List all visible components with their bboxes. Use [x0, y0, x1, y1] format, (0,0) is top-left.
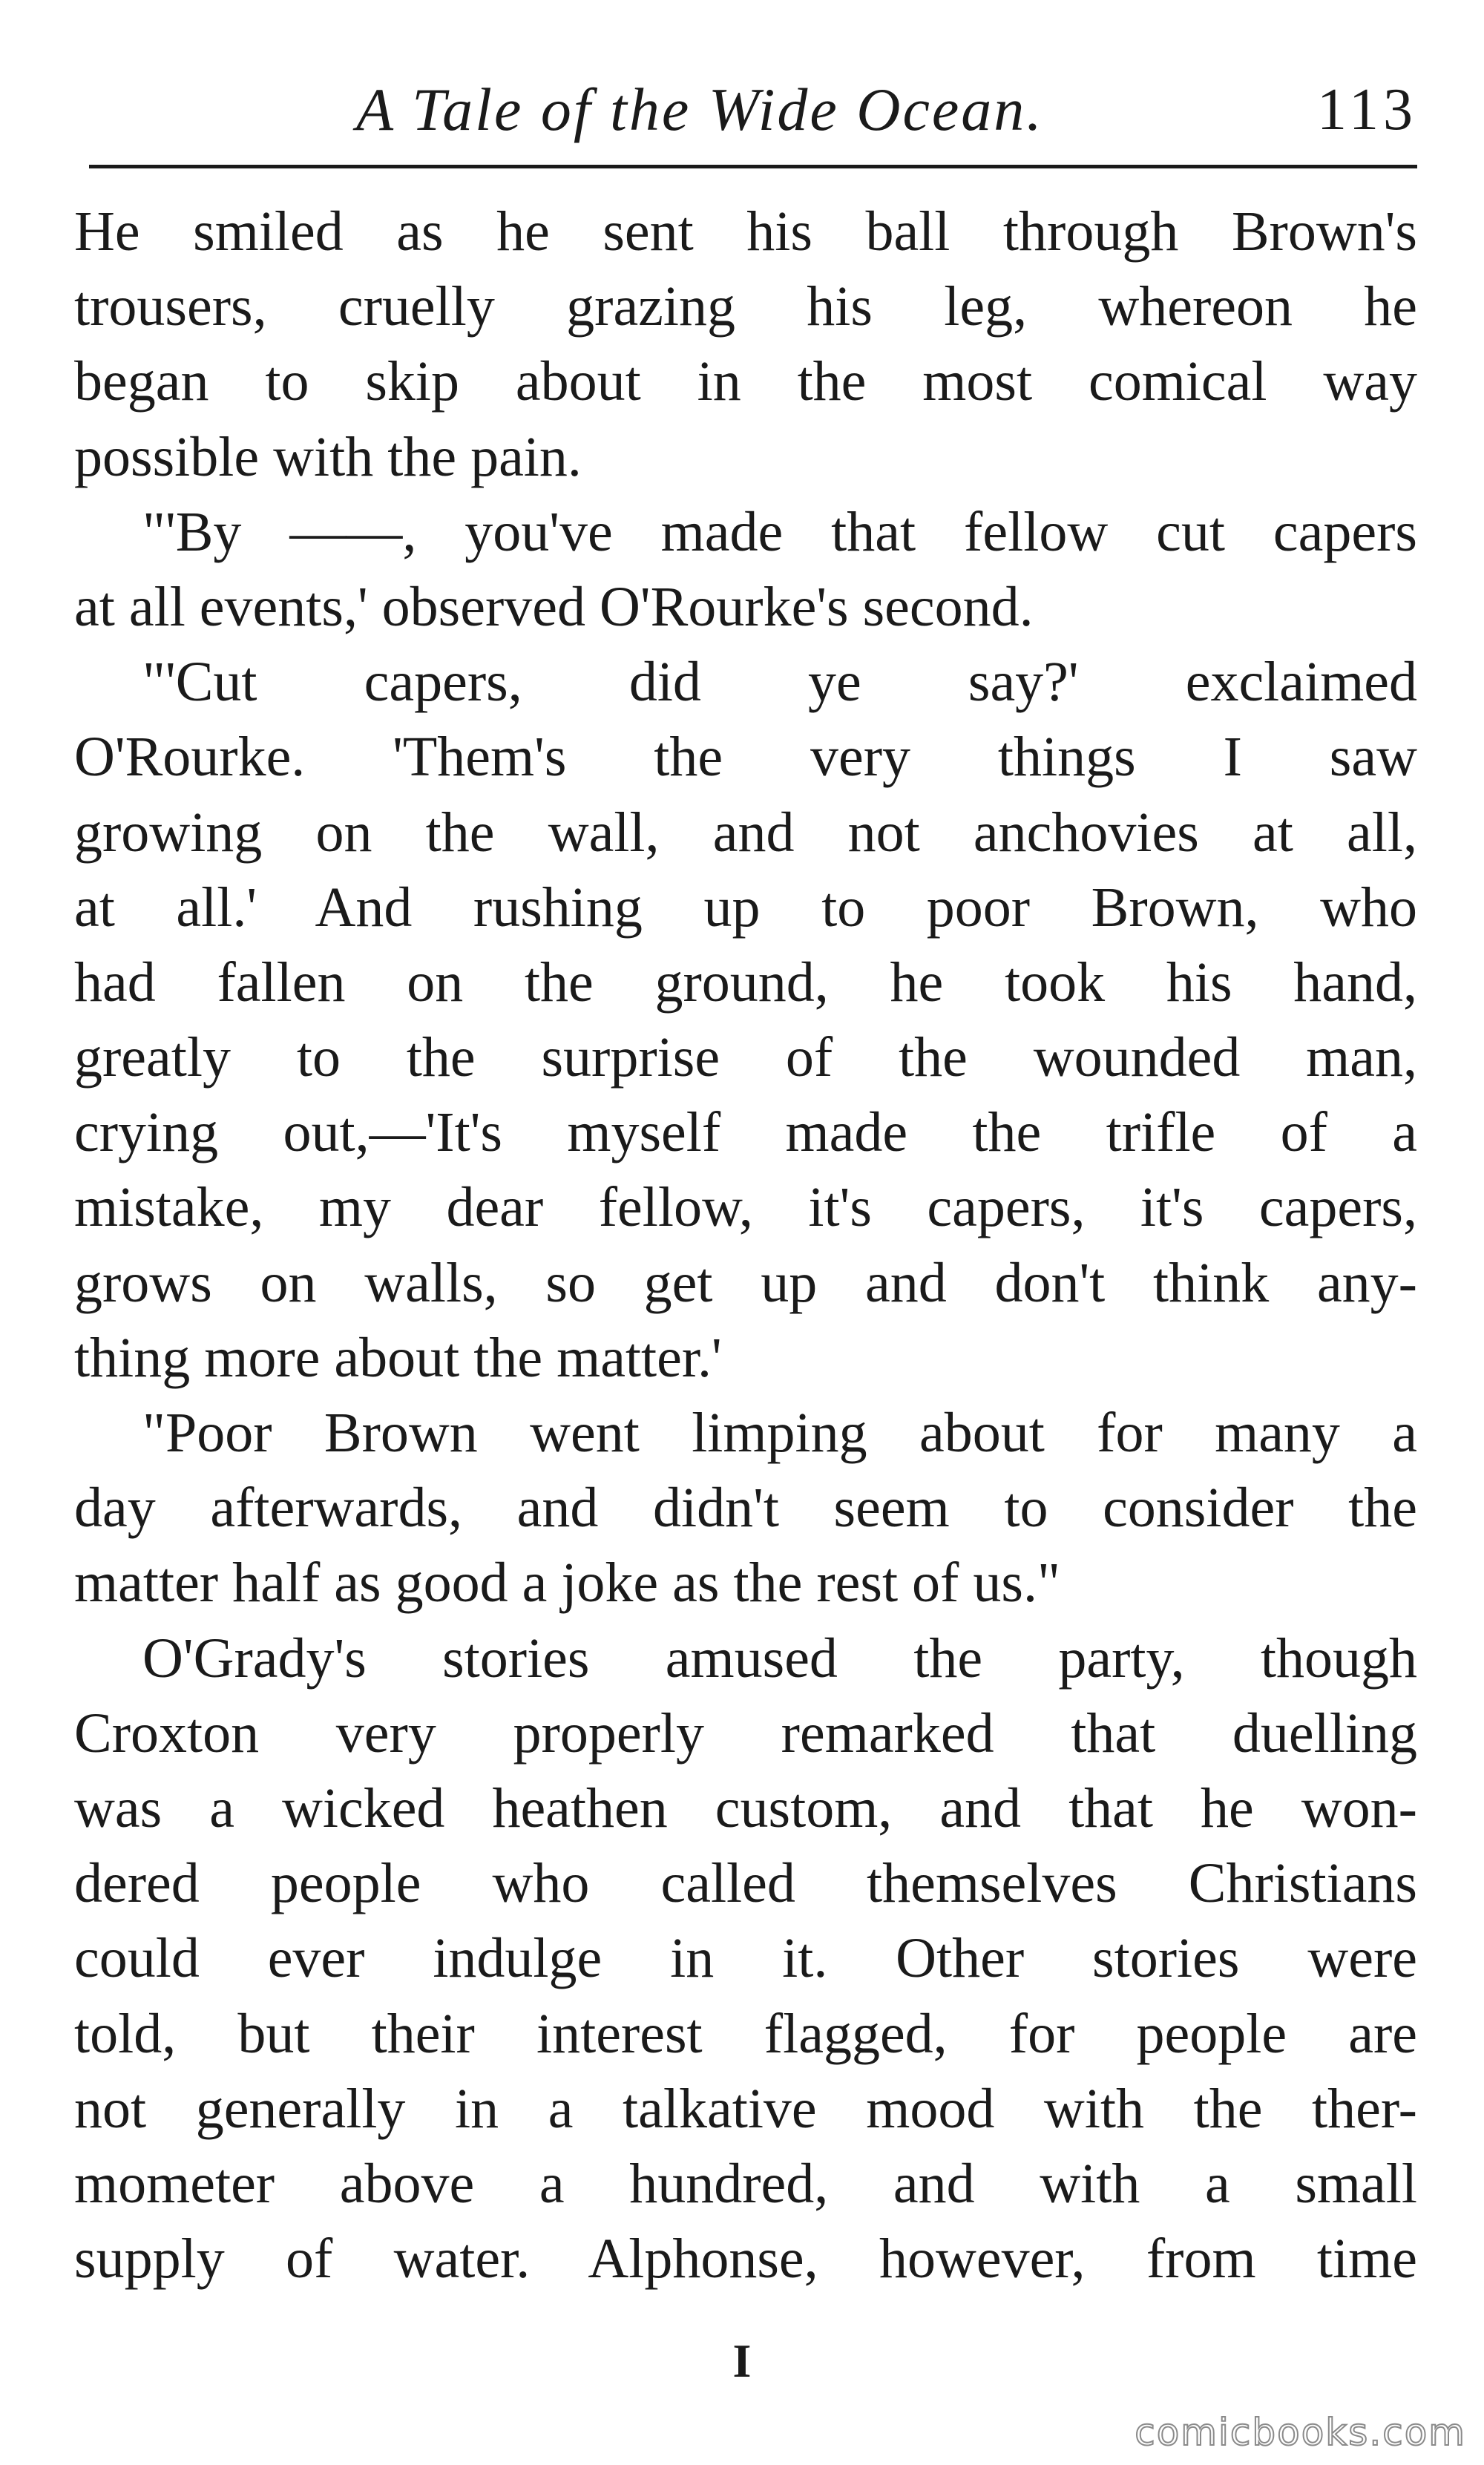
text-line: had fallen on the ground, he took his hand,: [74, 951, 1417, 1014]
text-line: at all.' And rushing up to poor Brown, who: [74, 876, 1417, 939]
text-line: dered people who called themselves Christians: [74, 1852, 1417, 1915]
text-line: "Poor Brown went limping about for many a: [142, 1402, 1417, 1464]
text-line: "'By ——, you've made that fellow cut capers: [142, 500, 1417, 563]
text-line: not generally in a talkative mood with the ther-: [74, 2077, 1417, 2140]
text-line: mometer above a hundred, and with a small: [74, 2152, 1417, 2215]
text-line: at all events,' observed O'Rourke's second.: [74, 575, 1034, 638]
text-line: greatly to the surprise of the wounded man,: [74, 1026, 1417, 1089]
text-line: growing on the wall, and not anchovies at all,: [74, 801, 1417, 864]
text-line: crying out,—'It's myself made the trifle of a: [74, 1101, 1417, 1164]
text-line: possible with the pain.: [74, 425, 582, 488]
text-line: Croxton very properly remarked that duelling: [74, 1701, 1417, 1765]
text-line: could ever indulge in it. Other stories were: [74, 1927, 1417, 1990]
text-line: "'Cut capers, did ye say?' exclaimed: [142, 651, 1417, 714]
text-line: supply of water. Alphonse, however, from time: [74, 2228, 1417, 2291]
signature-mark: I: [732, 2334, 752, 2387]
text-line: grows on walls, so get up and don't think any-: [74, 1251, 1417, 1314]
header-rule: [89, 165, 1417, 168]
text-line: trousers, cruelly grazing his leg, whereon he: [74, 275, 1417, 338]
page-header: [89, 65, 1417, 154]
text-line: He smiled as he sent his ball through Brown's: [74, 200, 1417, 263]
text-line: began to skip about in the most comical way: [74, 350, 1417, 413]
text-line: was a wicked heathen custom, and that he won-: [74, 1776, 1417, 1839]
text-line: O'Rourke. 'Them's the very things I saw: [74, 726, 1417, 789]
body-text: [74, 194, 1417, 2297]
page-number: 113: [1316, 77, 1417, 142]
text-line: thing more about the matter.': [74, 1326, 722, 1389]
text-line: O'Grady's stories amused the party, though: [142, 1627, 1417, 1690]
watermark: comicbooks.com: [1135, 2411, 1466, 2454]
running-title: A Tale of the Wide Ocean.: [356, 76, 1044, 143]
text-line: mistake, my dear fellow, it's capers, it's capers,: [74, 1176, 1417, 1239]
text-line: matter half as good a joke as the rest of us.": [74, 1552, 1060, 1615]
text-line: day afterwards, and didn't seem to consider the: [74, 1477, 1417, 1540]
text-line: told, but their interest flagged, for people are: [74, 2002, 1417, 2065]
